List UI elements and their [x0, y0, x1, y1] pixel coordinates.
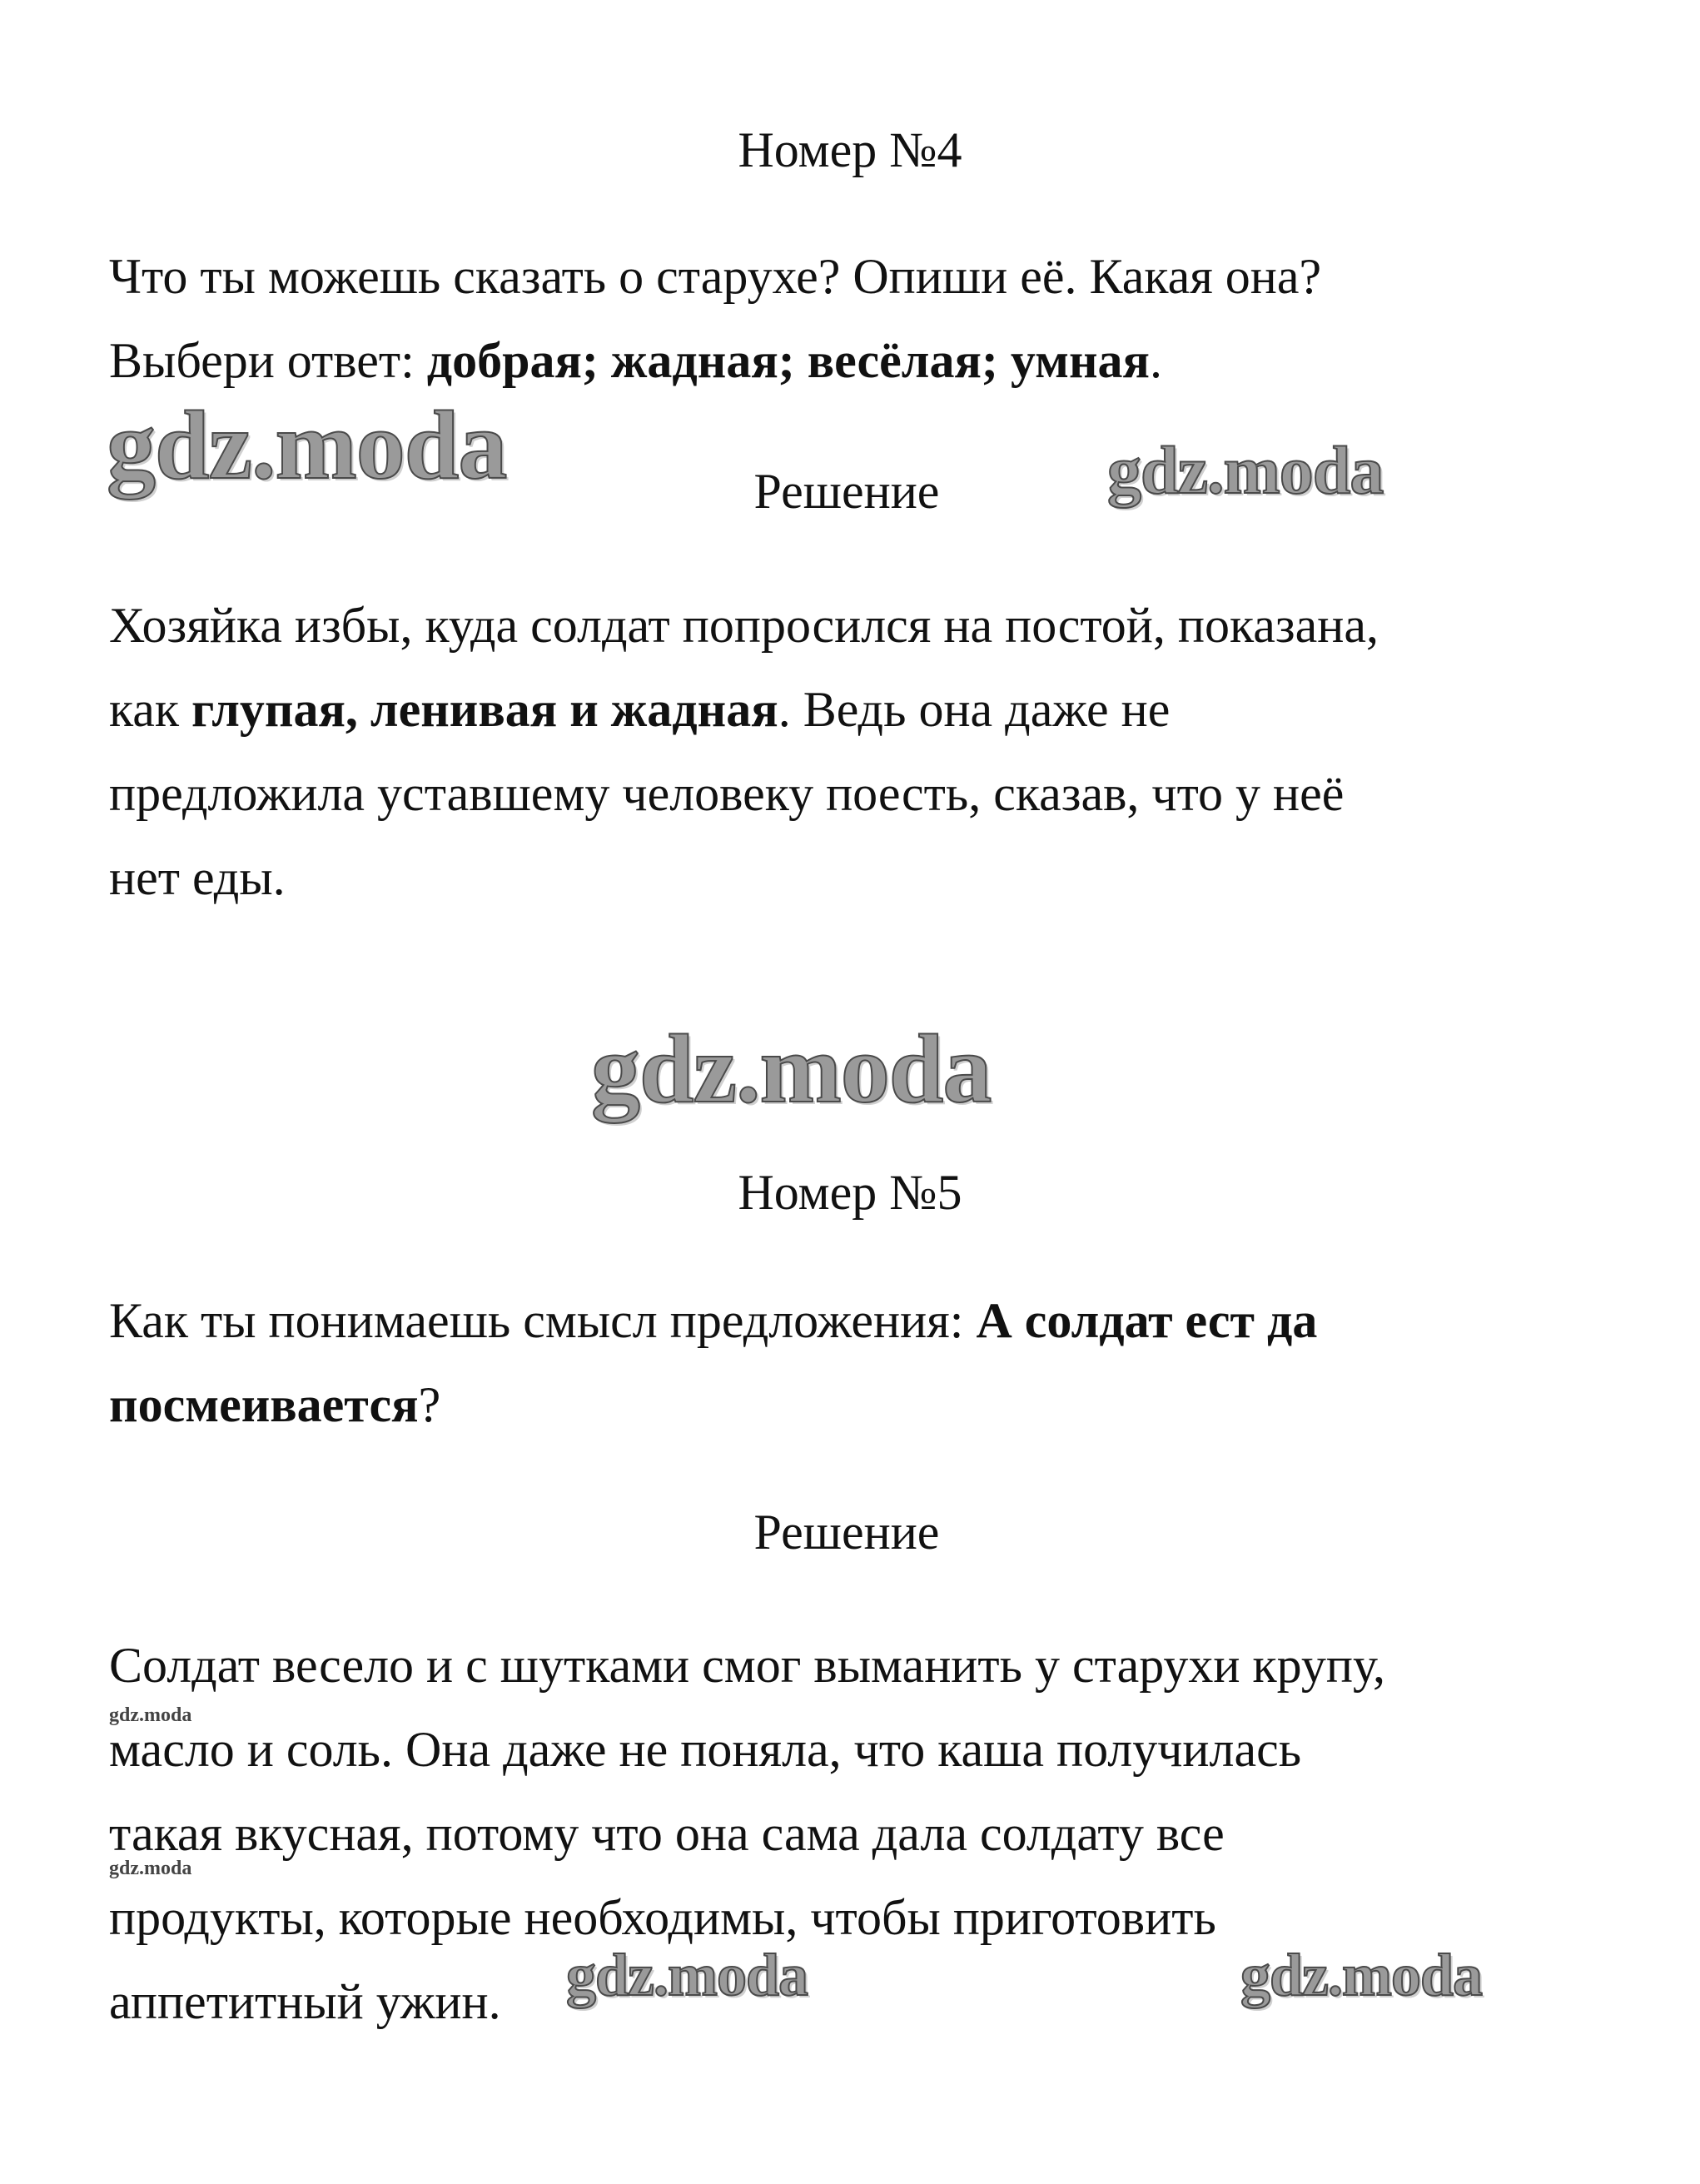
task5-answer-line2: масло и соль. Она даже не поняла, что каша получилась	[109, 1722, 1302, 1777]
watermark-logo: gdz.moda	[109, 1704, 192, 1726]
task4-answer-line4: нет еды.	[109, 850, 286, 905]
task5-question-suffix: ?	[418, 1377, 441, 1432]
task5-question-bold-part2: посмеивается	[109, 1377, 419, 1432]
watermark-logo: gdz.moda	[1240, 1942, 1483, 2008]
task4-question-line1: Что ты можешь сказать о старухе? Опиши её. Какая она?	[109, 249, 1322, 304]
task4-question-prefix: Выбери ответ:	[109, 333, 427, 388]
task4-question-line2	[109, 333, 1163, 388]
task5-solution-label: Решение	[753, 1505, 940, 1560]
task4-solution-label: Решение	[753, 464, 940, 519]
watermark-logo: gdz.moda	[591, 1014, 992, 1123]
task4-answer-bold: глупая, ленивая и жадная	[191, 682, 778, 737]
watermark-logo: gdz.moda	[1107, 432, 1384, 508]
task4-answer-line3: предложила уставшему человеку поесть, сказав, что у неё	[109, 766, 1345, 821]
watermark-logo: gdz.moda	[566, 1942, 808, 2008]
watermark-logo: gdz.moda	[107, 391, 507, 500]
task5-question-bold-part1: А солдат ест да	[976, 1293, 1318, 1348]
task5-question-line1	[109, 1293, 1318, 1348]
task4-answer-suffix: . Ведь она даже не	[778, 682, 1171, 737]
task5-answer-line1: Солдат весело и с шутками смог выманить у старухи крупу,	[109, 1638, 1385, 1693]
task5-title: Номер №5	[738, 1165, 962, 1220]
task4-question-suffix: .	[1150, 333, 1163, 388]
task5-question-line2	[109, 1377, 441, 1432]
task4-answer-prefix: как	[109, 682, 192, 737]
task5-question-prefix: Как ты понимаешь смысл предложения:	[109, 1293, 977, 1348]
watermark-logo: gdz.moda	[109, 1858, 192, 1879]
task4-answer-line2	[109, 682, 1171, 737]
task5-answer-line4: продукты, которые необходимы, чтобы приготовить	[109, 1890, 1216, 1945]
task4-title: Номер №4	[738, 122, 962, 177]
task4-question-options: добрая; жадная; весёлая; умная	[426, 333, 1151, 388]
task5-answer-line3: такая вкусная, потому что она сама дала солдату все	[109, 1806, 1225, 1861]
task4-answer-line1: Хозяйка избы, куда солдат попросился на постой, показана,	[109, 598, 1379, 653]
task5-answer-line5: аппетитный ужин.	[109, 1974, 501, 2029]
